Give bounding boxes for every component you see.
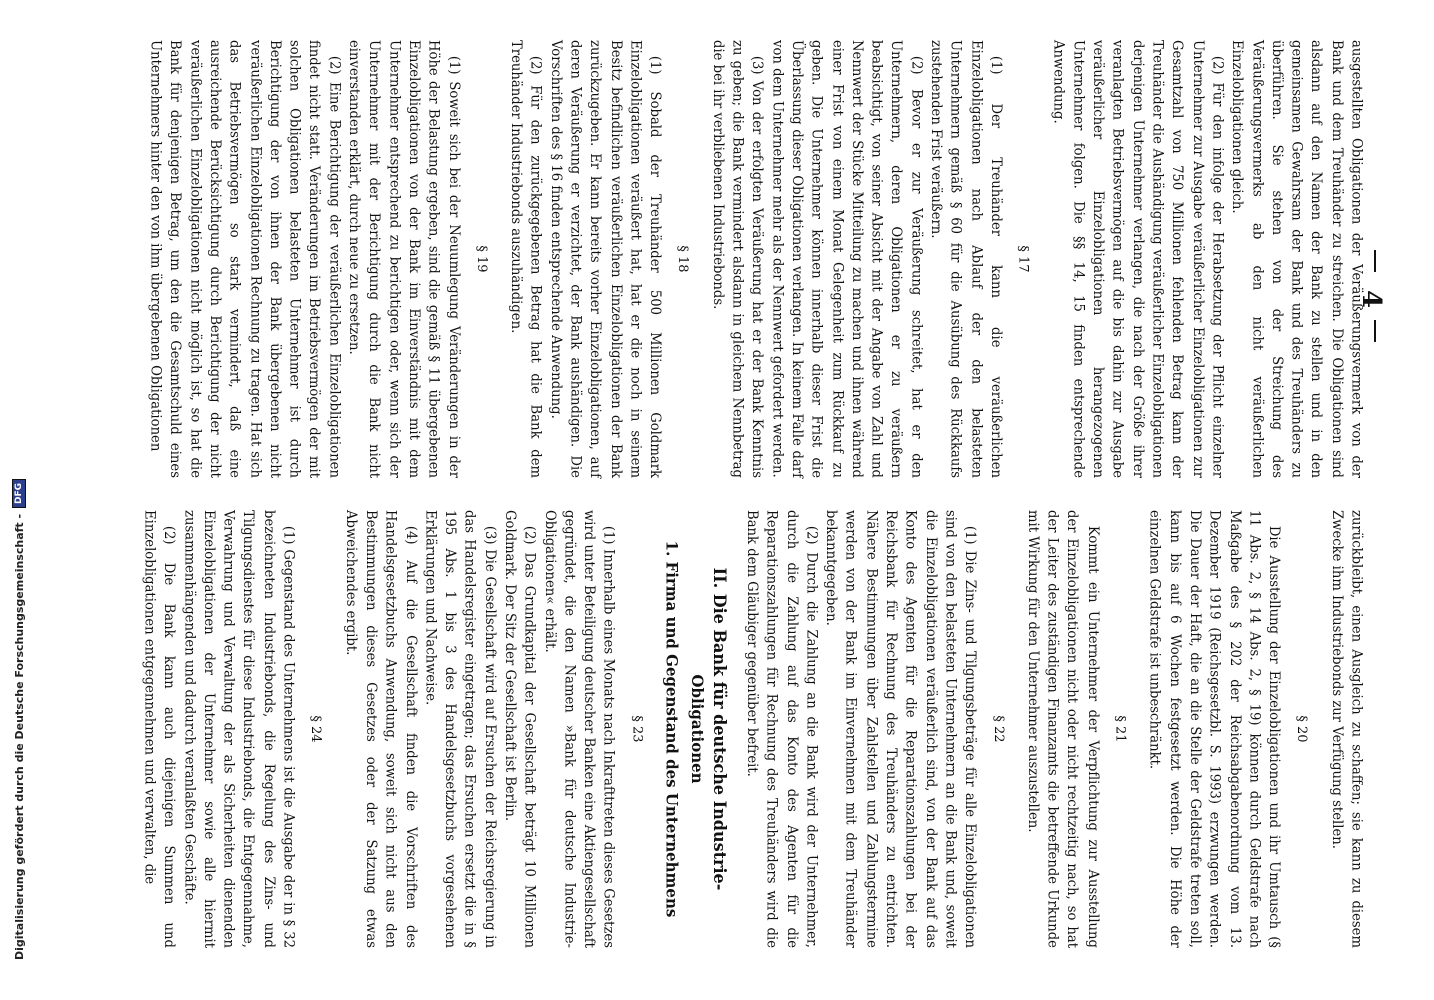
paragraph: (2) Bevor er zur Veräußerung schreitet, hat er den Unternehmern, deren Obligationen er zu veräußern beabsichtigt, von seiner Absicht mit der Angabe von Zahl und Nennwert der Stücke Mitteilung zu machen und ihnen während einer Frist von einem Monat Gelegenheit zum Rückkauf zu geben. Die Unternehmer können innerhalb dieser Frist die Überlassung dieser Obligationen verlangen. In keinem Falle darf von dem Unternehmer mehr als der Nennwert gefordert werden. xyxy=(769,40,924,478)
paragraph: (2) Das Grundkapital der Gesellschaft beträgt 10 Millionen Goldmark. Der Sitz der Gesellschaft ist Berlin. xyxy=(501,510,538,948)
chapter-heading: II. Die Bank für deutsche Industrie- xyxy=(709,567,730,891)
text-column-left xyxy=(145,40,1366,478)
paragraph: (2) Durch die Zahlung an die Bank wird der Unternehmer, durch die Zahlung auf das Konto des Agenten für die Reparationszahlungen für Rechnung des Treuhänders wird die Bank dem Gläubiger gegenüber befreit. xyxy=(743,510,819,948)
paragraph: (2) Die Bank kann auch diejenigen Summen und Einzelobligationen entgegennehmen und verwalten, die xyxy=(141,510,177,948)
paragraph: (1) Soweit sich bei der Neuumlegung Veränderungen in der Höhe der Belastung ergeben, sind die gemäß § 11 übergebenen Einzelobligationen von der Bank im Einverständnis mit dem Unternehmer entsprechend zu berichtigen oder, wenn sich der Unternehmer mit der Berichtigung durch die Bank nicht einverstanden erklärt, durch neue zu ersetzen. xyxy=(346,40,461,478)
dfg-logo: DFG xyxy=(12,479,26,508)
section-number: § 21 xyxy=(1112,715,1128,743)
section-number: § 20 xyxy=(1294,715,1310,743)
paragraph: (1) Innerhalb eines Monats nach Inkrafttreten dieses Gesetzes wird unter Beteiligung deutscher Banken eine Aktiengesellschaft gegründet, die den Namen »Bank für deutsche Industrie-Obligationen« erhält. xyxy=(541,510,617,948)
text-column-right xyxy=(139,510,1366,948)
paragraph: (1) Die Zins- und Tilgungsbeträge für alle Einzelobligationen sind von den belasteten Unternehmern an die Bank und, soweit die Einzelobligationen veräußerlich sind, von der Bank auf das Konto des Agenten für die Reparationszahlungen bei der Reichsbank für Rechnung des Treuhänders zu entrichten. Nähere Bestimmungen über Zahlstellen und Zahlungstermine werden von der Bank im Einvernehmen mit dem Treuhänder bekanntgegeben. xyxy=(823,510,978,948)
paragraph: (3) Von der erfolgten Veräußerung hat er der Bank Kenntnis zu geben; die Bank vermindert alsdann in gleichem Nennbetrag die bei ihr verbliebenen Industriebonds. xyxy=(709,40,765,478)
page-number-dash-right xyxy=(1374,320,1376,342)
section-number: § 23 xyxy=(629,715,645,743)
paragraph: (1) Gegenstand des Unternehmens ist die Ausgabe der in § 32 bezeichneten Industriebonds, die Regelung des Zins- und Tilgungsdienstes für diese Industriebonds, die Entgegennahme, Verwahrung und Verwaltung der als Sicherheiten dienenden Einzelobligationen der Unternehmer sowie alle hiermit zusammenhängenden und dadurch veranlaßten Geschäfte. xyxy=(180,510,296,948)
paragraph: (1) Der Treuhänder kann die veräußerlichen Einzelobligationen nach Ablauf der den belasteten Unternehmern gemäß § 60 für die Ausübung des Rückkaufs zustehenden Frist veräußern. xyxy=(928,40,1004,478)
paragraph: (2) Eine Berichtigung der veräußerlichen Einzelobligationen findet nicht statt. Veränderungen im Betriebsvermögen der mit solchen Obligationen belasteten Unternehmer ist durch Berichtigung der von ihnen der Bank übergebenen nicht veräußerlichen Einzelobligationen Rechnung zu tragen. Hat sich das Betriebsvermögen so stark vermindert, daß eine ausreichende Berücksichtigung durch Berichtigung der nicht veräußerlichen Einzelobligationen nicht möglich ist, so hat die Bank für denjenigen Betrag, um den die Gesamtschuld eines Unternehmers hinter den von ihm übergebenen Obligationen xyxy=(147,40,342,478)
paragraph: (2) Für den zurückgegebenen Betrag hat die Bank dem Treuhänder Industriebonds auszuhändigen. xyxy=(507,40,544,478)
paragraph: (3) Die Gesellschaft wird auf Ersuchen der Reichsregierung in das Handelsregister eingetragen; das Ersuchen ersetzt die in § 195 Abs. 1 bis 3 des Handelsgesetzbuchs vorgesehenen Erklärungen und Nachweise. xyxy=(422,510,498,948)
chapter-subheading: Obligationen xyxy=(688,674,708,784)
section-number: § 19 xyxy=(473,245,490,273)
paragraph: ausgestellten Obligationen der Veräußerungsvermerk von der Bank und dem Treuhänder zu streichen. Die Obligationen sind alsdann auf den Namen der Bank zu stellen und in den gemeinsamen Gewahrsam der Bank und des Treuhänders zu überführen. Sie stehen von der Streichung des Veräußerungsvermerks ab den nicht veräußerlichen Einzelobligationen gleich. xyxy=(1229,40,1364,478)
page-number: 4 xyxy=(1356,290,1386,309)
section-number: § 24 xyxy=(308,715,324,743)
paragraph: Kommt ein Unternehmer der Verpflichtung zur Ausstellung der Einzelobligationen nicht oder nicht rechtzeitig nach, so hat der Leiter des zuständigen Finanzamts die betreffende Urkunde mit Wirkung für den Unternehmer auszustellen. xyxy=(1024,510,1100,948)
paragraph: (2) Für den infolge der Herabsetzung der Pflicht einzelner Unternehmer zur Ausgabe veräußerlicher Einzelobligationen zur Gesamtzahl von 750 Millionen fehlenden Betrag kann der Treuhänder die Aushändigung veräußerlicher Einzelobligationen derjenigen Unternehmer verlangen, die nach der Größe ihrer veranlagten Betriebsvermögen auf die bis dahin zur Ausgabe veräußerlicher Einzelobligationen herangezogenen Unternehmer folgen. Die §§ 14, 15 finden entsprechende Anwendung. xyxy=(1050,40,1225,478)
section-number: § 22 xyxy=(990,715,1006,743)
paragraph: zurückbleibt, einen Ausgleich zu schaffen; sie kann zu diesem Zwecke ihm Industriebonds zur Verfügung stellen. xyxy=(1328,510,1364,948)
section-number: § 17 xyxy=(1015,245,1032,273)
section-number: § 18 xyxy=(675,245,691,273)
paragraph: (1) Sobald der Treuhänder 500 Millionen Goldmark Einzelobligationen veräußert hat, hat er die noch in seinem Besitz befindlichen veräußerlichen Einzelobligationen der Bank zurückzugeben. Er kann bereits vorher Einzelobligationen, auf deren Veräußerung er verzichtet, der Bank aushändigen. Die Vorschriften des § 16 finden entsprechende Anwendung. xyxy=(547,40,663,478)
chapter-subheading: 1. Firma und Gegenstand des Unternehmens xyxy=(662,540,682,918)
paragraph: (4) Auf die Gesellschaft finden die Vorschriften des Handelsgesetzbuchs Anwendung, soweit sich nicht aus den Bestimmungen dieses Gesetzes oder der Satzung etwas Abweichendes ergibt. xyxy=(342,510,418,948)
footer-text: Digitalisierung gefördert durch die Deutsche Forschungsgemeinschaft - xyxy=(12,513,26,960)
digitization-footer xyxy=(8,40,30,960)
paragraph: Die Ausstellung der Einzelobligationen und ihr Umtausch (§ 11 Abs. 2, § 14 Abs. 2, § 19) können durch Geldstrafe nach Maßgabe des § 202 der Reichsabgabenordnung vom 13. Dezember 1919 (Reichsgesetzbl. S. 1993) erzwungen werden. Die Dauer der Haft, die an die Stelle der Geldstrafe treten soll, kann bis auf 6 Wochen festgesetzt werden. Die Höhe der einzelnen Geldstrafe ist unbeschränkt. xyxy=(1146,510,1282,948)
page-number-dash-left xyxy=(1374,250,1376,272)
